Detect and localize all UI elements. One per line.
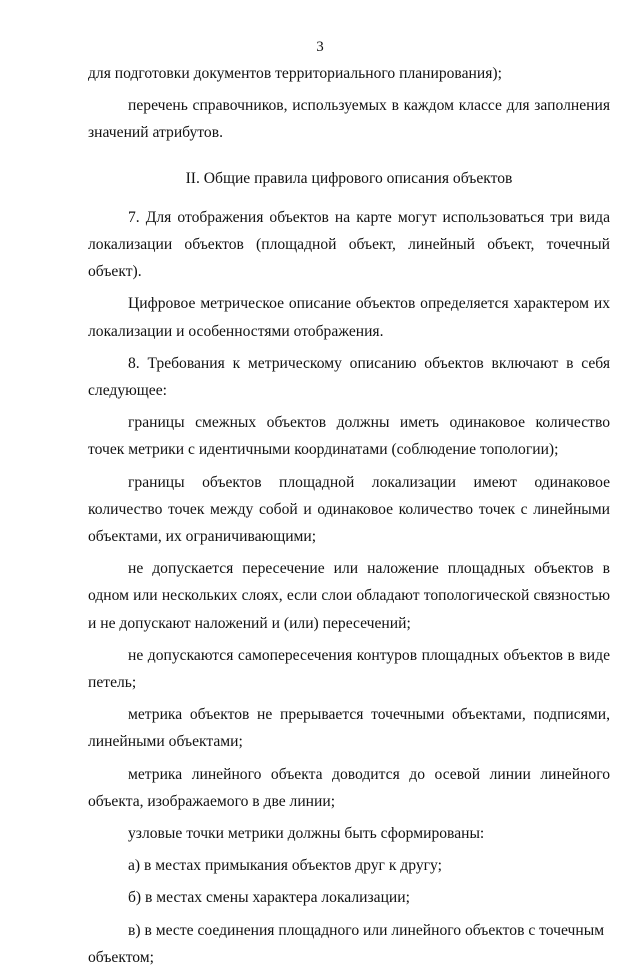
document-body — [88, 60, 610, 971]
list-item-b: б) в местах смены характера локализации; — [128, 889, 410, 907]
paragraph-node-points: узловые точки метрики должны быть сформированы: — [128, 825, 485, 843]
list-item-a: а) в местах примыкания объектов друг к другу; — [128, 857, 442, 875]
paragraph-linear-axis: метрика линейного объекта доводится до осевой линии линейного объекта, изображаемого в две линии; — [88, 765, 610, 810]
list-item-v-continuation: объектом; — [88, 948, 155, 966]
paragraph-reference-list: перечень справочников, используемых в каждом классе для заполнения значений атрибутов. — [88, 97, 610, 142]
paragraph-no-self-intersection: не допускаются самопересечения контуров площадных объектов в виде петель; — [88, 646, 610, 692]
paragraph-item-7: 7. Для отображения объектов на карте могут использоваться три вида локализации объектов (площадной объект, линейный объект, точечный объект). — [88, 208, 610, 281]
paragraph-metric-description: Цифровое метрическое описание объектов определяется характером их локализации и особенностями отображения. — [88, 295, 610, 340]
page-number: 3 — [316, 39, 324, 55]
paragraph-continuation: для подготовки документов территориального планирования); — [88, 65, 502, 82]
paragraph-metric-uninterrupted: метрика объектов не прерывается точечными объектами, подписями, линейными объектами; — [88, 706, 610, 751]
paragraph-no-overlap: не допускается пересечение или наложение площадных объектов в одном или нескольких слоях, если слои обладают топологической связностью и не допускают наложений и (или) пересечений; — [88, 560, 610, 632]
paragraph-item-8: 8. Требования к метрическому описанию объектов включают в себя следующее: — [88, 354, 610, 400]
paragraph-adjacent-borders: границы смежных объектов должны иметь одинаковое количество точек метрики с идентичными координатами (соблюдение топологии); — [88, 414, 610, 459]
list-item-v: в) в месте соединения площадного или линейного объектов с точечным — [128, 921, 605, 939]
section-heading: II. Общие правила цифрового описания объектов — [185, 169, 513, 187]
paragraph-area-borders: границы объектов площадной локализации имеют одинаковое количество точек между собой и одинаковое количество точек с линейными объектами, их ограничивающими; — [88, 473, 610, 546]
